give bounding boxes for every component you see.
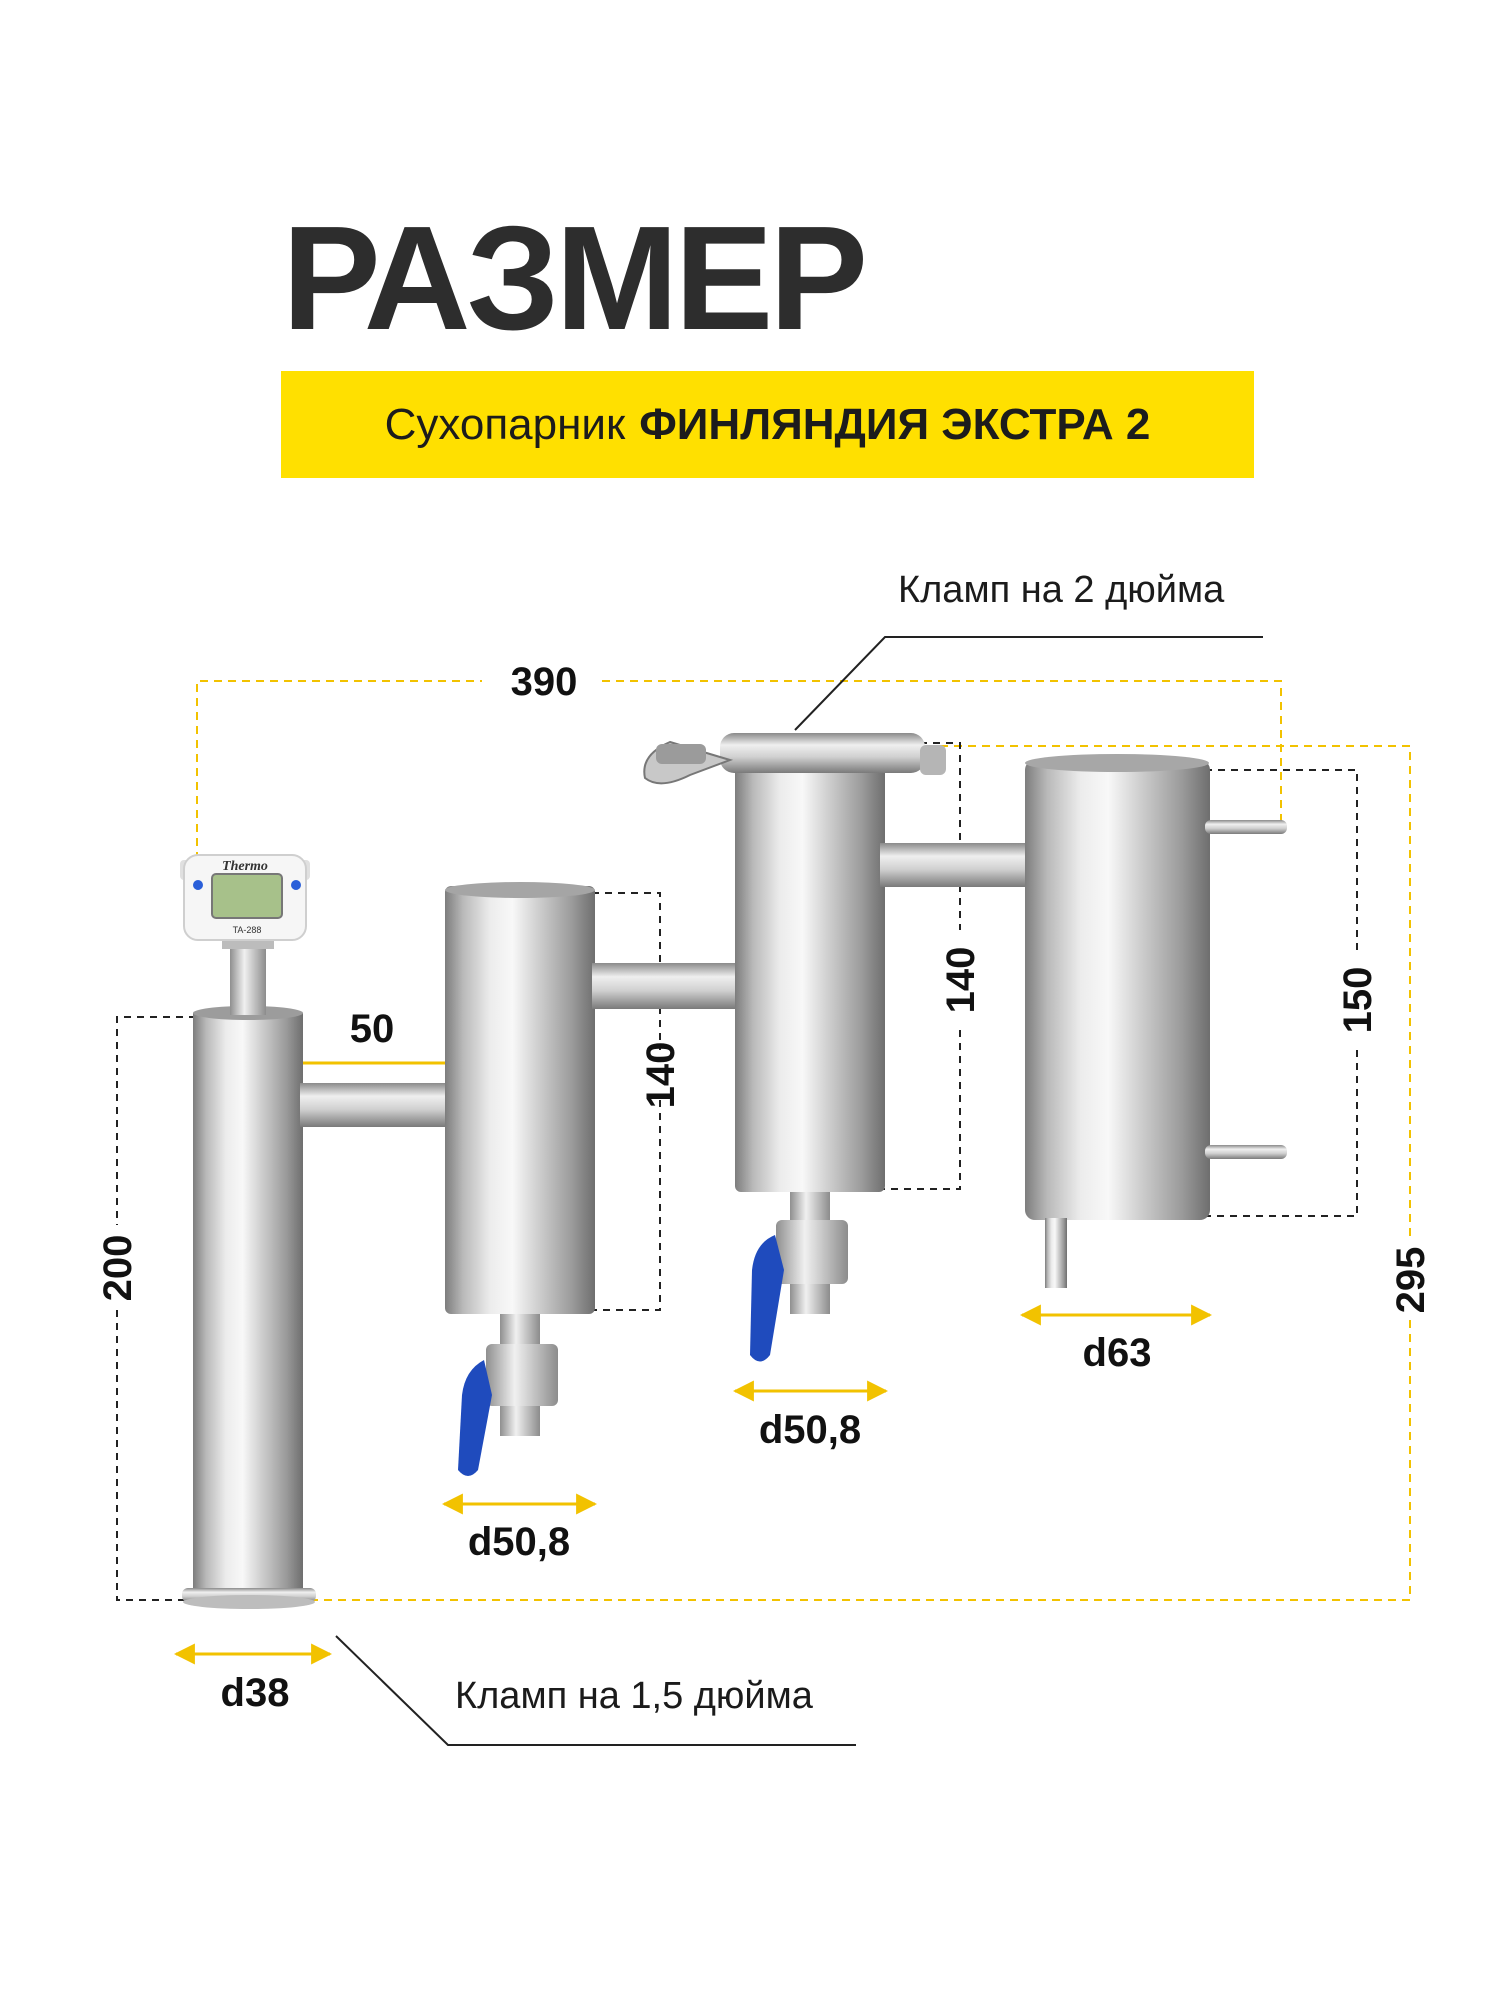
note-clamp-2-inch: Кламп на 2 дюйма: [898, 569, 1225, 611]
connecting-pipe: [300, 1083, 448, 1127]
tube-d50-8-middle: [644, 733, 946, 1362]
dim-tube3-height: 140: [939, 946, 983, 1014]
dim-tube2-height: 140: [639, 1041, 683, 1109]
thermometer: [180, 855, 310, 1015]
dim-overall-height: 295: [1389, 1246, 1433, 1314]
dim-tube2-diameter: d50,8: [467, 1520, 571, 1564]
dim-tube3-diameter: d50,8: [758, 1408, 862, 1452]
tube-d50-8-left: [445, 882, 595, 1476]
thermometer-button-icon: [291, 880, 301, 890]
thermometer-model: TA-288: [232, 925, 262, 935]
valve-handle-icon: [458, 1360, 492, 1476]
dim-pipe-length: 50: [349, 1007, 395, 1051]
thermometer-brand: Thermo: [222, 859, 268, 874]
note-clamp-1-5-inch: Кламп на 1,5 дюйма: [455, 1675, 813, 1717]
dim-tube1-diameter: d38: [220, 1671, 290, 1715]
connecting-pipe: [592, 963, 742, 1009]
dim-tube4-diameter: d63: [1082, 1331, 1152, 1375]
subtitle-prefix: Сухопарник: [384, 399, 626, 449]
dim-overall-width: 390: [510, 660, 578, 704]
connecting-pipe: [880, 843, 1030, 887]
page-title: РАЗМЕР: [282, 196, 865, 361]
product-name: ФИНЛЯНДИЯ ЭКСТРА 2: [639, 399, 1151, 449]
tube-d63: [1025, 754, 1287, 1288]
dim-tube1-height: 200: [96, 1234, 140, 1302]
dim-tube4-height: 150: [1336, 966, 1380, 1034]
tube-d38: [182, 1006, 316, 1609]
thermometer-button-icon: [193, 880, 203, 890]
valve-handle-icon: [750, 1235, 784, 1362]
